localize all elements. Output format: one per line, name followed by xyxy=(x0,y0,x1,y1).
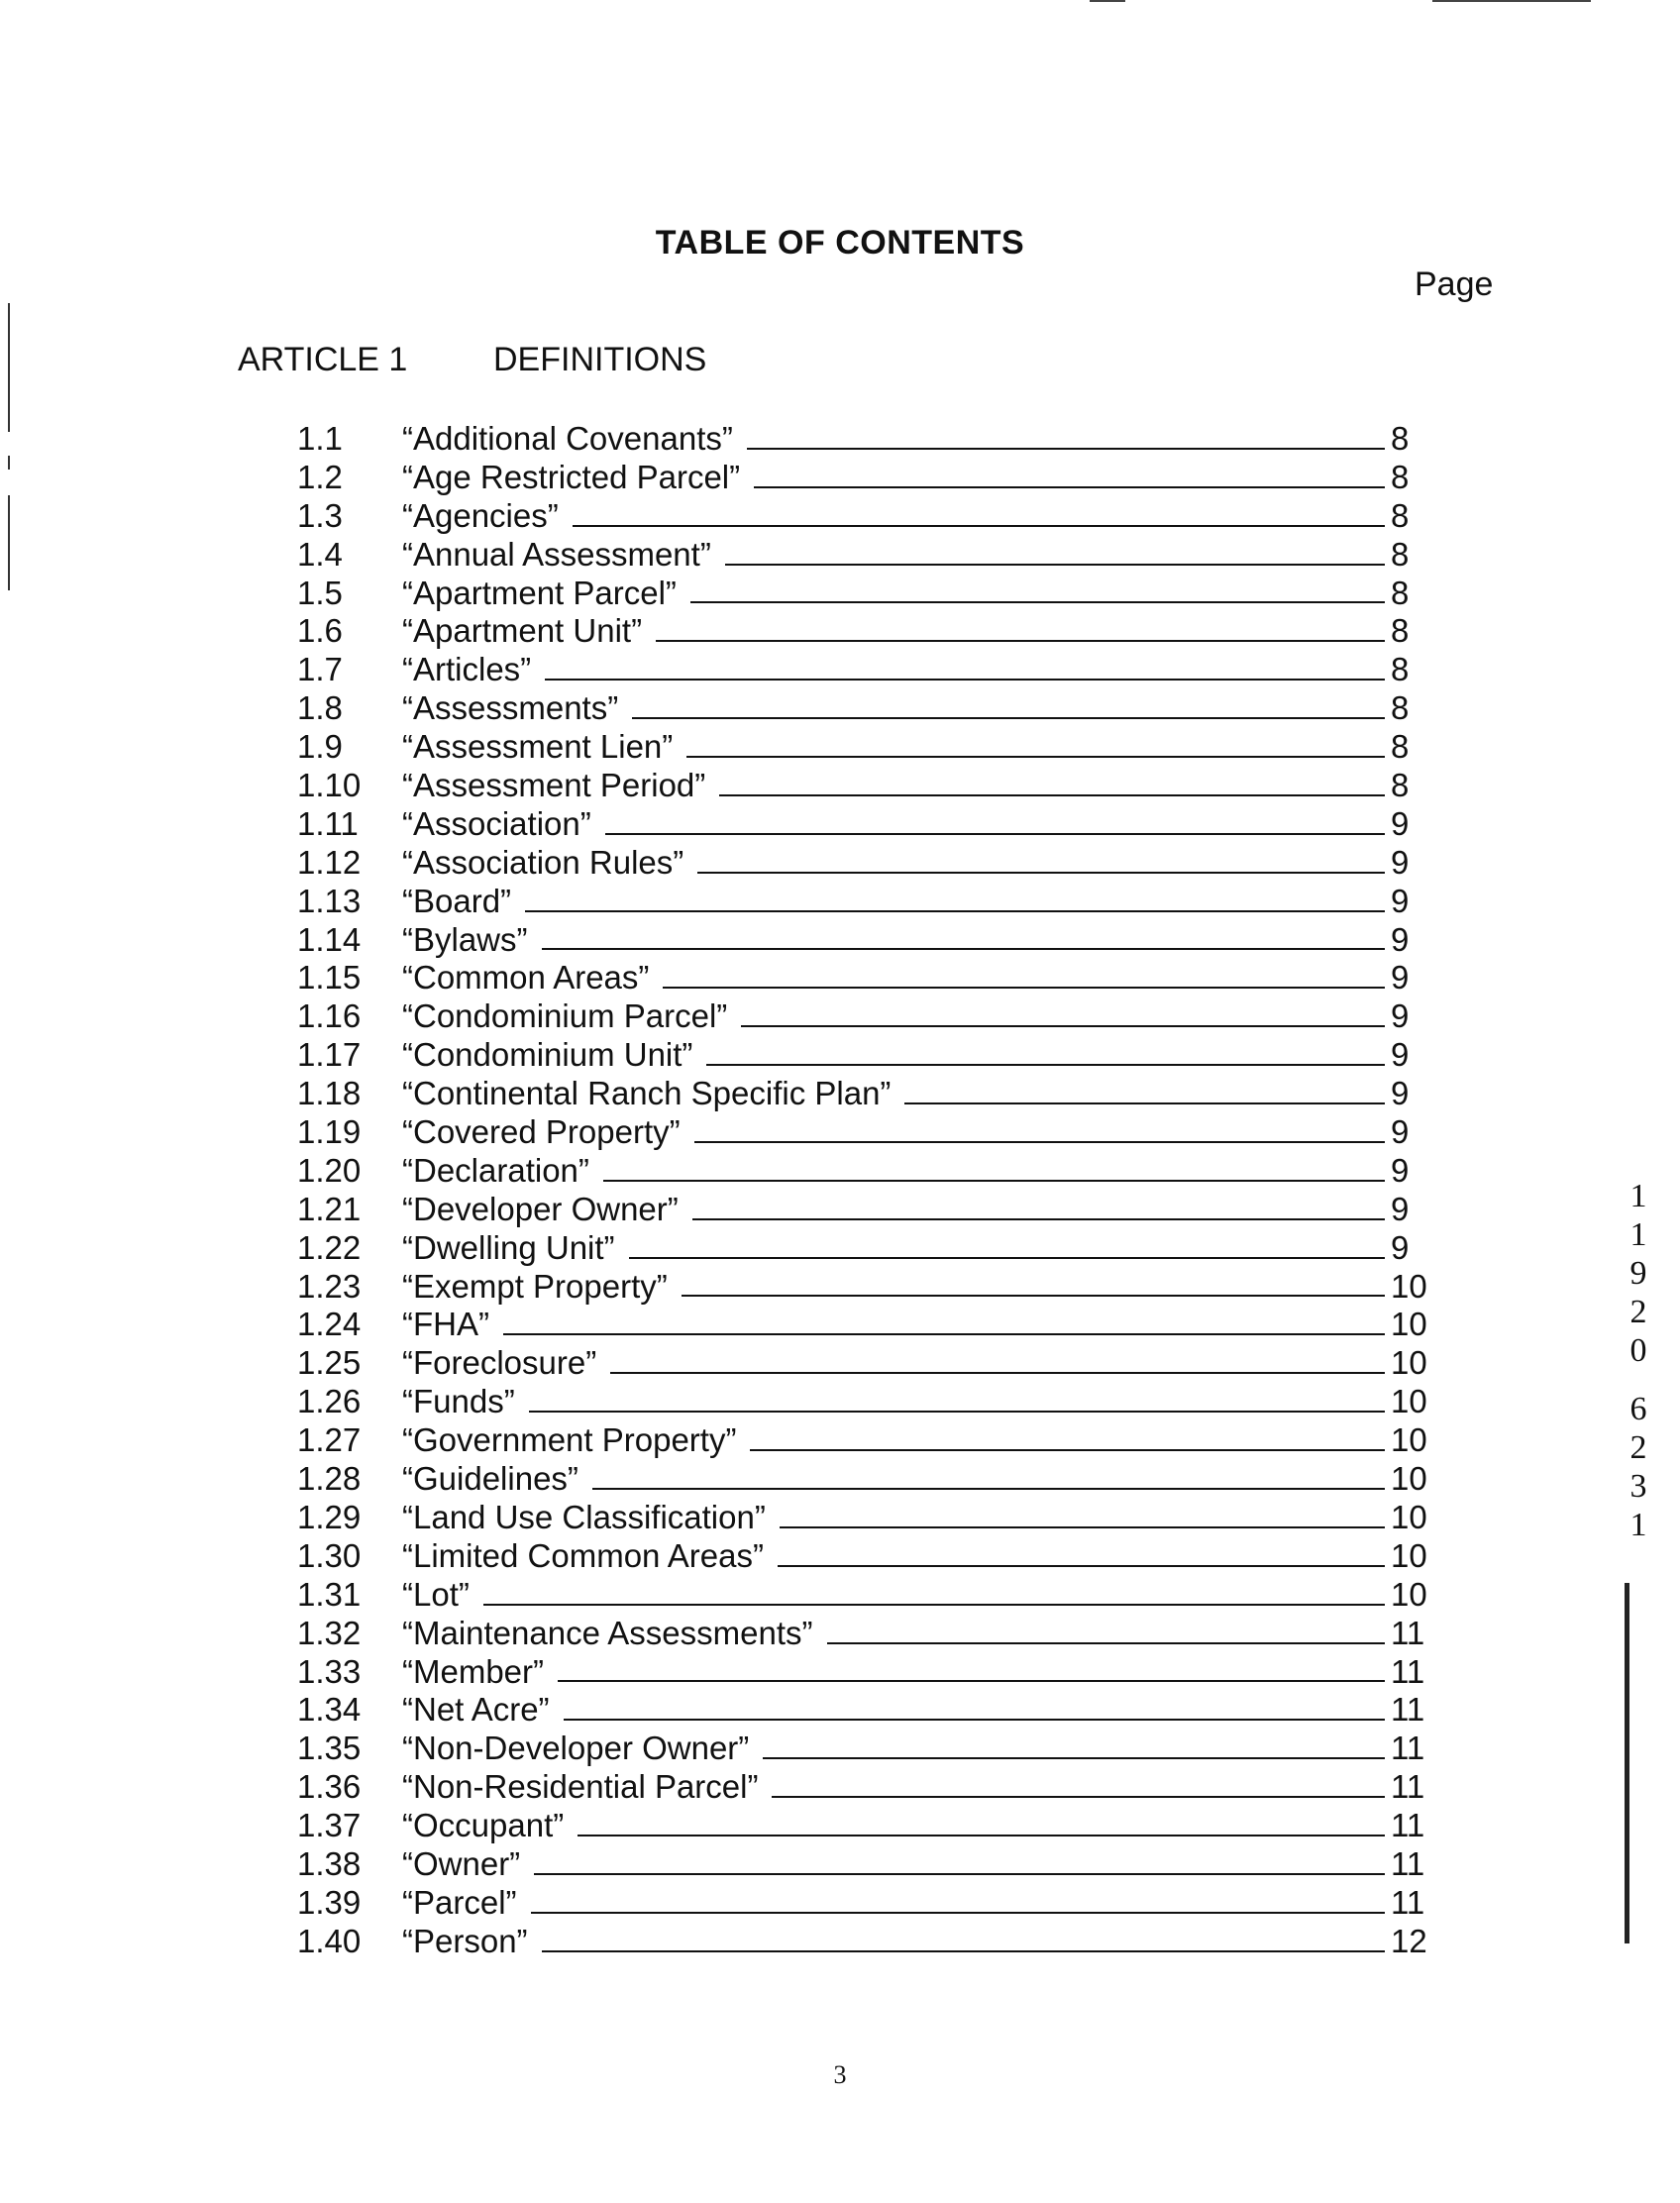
toc-row xyxy=(297,1499,1436,1537)
toc-row xyxy=(297,767,1436,805)
stamp-gap xyxy=(1621,1370,1656,1390)
toc-entry-page: 9 xyxy=(1391,843,1410,881)
stamp-digit: 1 xyxy=(1629,1507,1647,1543)
toc-leader-line xyxy=(763,1756,1385,1759)
toc-leader-line xyxy=(663,986,1385,989)
toc-leader-line xyxy=(719,793,1385,796)
toc-row xyxy=(297,651,1436,689)
toc-row xyxy=(297,1344,1436,1383)
toc-entry-page: 11 xyxy=(1391,1614,1425,1651)
toc-entry-title: “Continental Ranch Specific Plan” xyxy=(402,1075,892,1112)
toc-entry-page: 10 xyxy=(1391,1344,1427,1382)
toc-entry-title: “Funds” xyxy=(402,1383,515,1420)
toc-entry-number: 1.20 xyxy=(297,1151,362,1189)
toc-leader-line xyxy=(573,524,1385,527)
toc-entry-number: 1.2 xyxy=(297,458,343,495)
toc-entry-number: 1.23 xyxy=(297,1267,362,1305)
toc-entry-page: 8 xyxy=(1391,651,1410,688)
stamp-digit: 2 xyxy=(1629,1429,1647,1466)
toc-row xyxy=(297,1615,1436,1653)
toc-entry-title: “Foreclosure” xyxy=(402,1344,597,1382)
toc-row xyxy=(297,575,1436,613)
toc-row xyxy=(297,921,1436,960)
toc-row xyxy=(297,959,1436,997)
toc-entry-page: 8 xyxy=(1391,767,1410,804)
toc-entry-title: “Land Use Classification” xyxy=(402,1498,766,1535)
toc-entry-page: 10 xyxy=(1391,1536,1427,1574)
toc-leader-line xyxy=(694,1140,1385,1143)
toc-entry-number: 1.13 xyxy=(297,882,362,919)
toc-entry-title: “Condominium Parcel” xyxy=(402,997,728,1035)
toc-entry-title: “Limited Common Areas” xyxy=(402,1536,764,1574)
toc-entry-title: “Assessment Period” xyxy=(402,767,706,804)
toc-leader-line xyxy=(545,678,1385,681)
recording-number-stamp xyxy=(1621,1177,1656,1544)
toc-entry-number: 1.14 xyxy=(297,920,362,958)
toc-leader-line xyxy=(697,871,1385,874)
toc-entry-number: 1.34 xyxy=(297,1691,362,1729)
toc-entry-page: 11 xyxy=(1391,1691,1425,1729)
toc-entry-page: 10 xyxy=(1391,1421,1427,1459)
toc-entry-number: 1.10 xyxy=(297,767,362,804)
toc-entry-page: 9 xyxy=(1391,1228,1410,1266)
toc-row xyxy=(297,1421,1436,1460)
margin-bar xyxy=(1625,1583,1629,1943)
toc-entry-number: 1.35 xyxy=(297,1730,362,1767)
article-title: DEFINITIONS xyxy=(493,341,707,378)
toc-entry-page: 8 xyxy=(1391,535,1410,573)
toc-entry-title: “Apartment Unit” xyxy=(402,612,643,650)
stamp-digit: 9 xyxy=(1629,1255,1647,1292)
scan-mark-top-right xyxy=(1432,0,1591,2)
toc-entry-number: 1.33 xyxy=(297,1652,362,1690)
toc-entry-number: 1.9 xyxy=(297,728,343,766)
toc-entry-title: “Association Rules” xyxy=(402,843,684,881)
toc-leader-line xyxy=(542,947,1385,950)
toc-entry-title: “Apartment Parcel” xyxy=(402,574,677,611)
toc-entry-number: 1.19 xyxy=(297,1113,362,1151)
toc-row xyxy=(297,1768,1436,1807)
toc-row xyxy=(297,689,1436,728)
toc-entry-number: 1.27 xyxy=(297,1421,362,1459)
toc-row xyxy=(297,805,1436,844)
toc-entry-title: “Owner” xyxy=(402,1844,521,1882)
toc-entry-page: 9 xyxy=(1391,882,1410,919)
toc-entry-page: 12 xyxy=(1391,1922,1427,1959)
scan-margin-rule xyxy=(8,456,10,470)
toc-leader-line xyxy=(754,485,1385,488)
toc-leader-line xyxy=(692,1217,1385,1220)
toc-entry-title: “Annual Assessment” xyxy=(402,535,711,573)
toc-entry-page: 9 xyxy=(1391,1113,1410,1151)
toc-entry-number: 1.7 xyxy=(297,651,343,688)
toc-entry-page: 9 xyxy=(1391,1075,1410,1112)
toc-entry-number: 1.30 xyxy=(297,1536,362,1574)
toc-entry-title: “Board” xyxy=(402,882,512,919)
toc-entry-title: “Declaration” xyxy=(402,1151,589,1189)
toc-row xyxy=(297,1923,1436,1961)
toc-leader-line xyxy=(483,1603,1385,1606)
toc-leader-line xyxy=(592,1487,1385,1490)
toc-entry-title: “Condominium Unit” xyxy=(402,1036,693,1074)
toc-entry-title: “Assessment Lien” xyxy=(402,728,674,766)
toc-entry-title: “Covered Property” xyxy=(402,1113,681,1151)
toc-row xyxy=(297,997,1436,1036)
toc-entry-number: 1.31 xyxy=(297,1575,362,1613)
toc-leader-line xyxy=(632,716,1385,719)
toc-entry-title: “Guidelines” xyxy=(402,1460,578,1498)
toc-row xyxy=(297,459,1436,497)
toc-entry-page: 8 xyxy=(1391,574,1410,611)
toc-entry-page: 11 xyxy=(1391,1807,1425,1844)
toc-entry-number: 1.37 xyxy=(297,1807,362,1844)
toc-entry-page: 10 xyxy=(1391,1498,1427,1535)
toc-entry-title: “Age Restricted Parcel” xyxy=(402,458,741,495)
toc-entry-page: 11 xyxy=(1391,1652,1425,1690)
toc-leader-line xyxy=(558,1679,1385,1682)
toc-row xyxy=(297,420,1436,459)
toc-entry-page: 11 xyxy=(1391,1844,1425,1882)
toc-entry-title: “Bylaws” xyxy=(402,920,528,958)
toc-entry-page: 9 xyxy=(1391,804,1410,842)
toc-leader-line xyxy=(750,1448,1385,1451)
toc-row xyxy=(297,1576,1436,1615)
stamp-digit: 0 xyxy=(1629,1332,1647,1369)
toc-entry-number: 1.1 xyxy=(297,420,343,457)
toc-row xyxy=(297,1807,1436,1845)
toc-leader-line xyxy=(629,1256,1385,1259)
toc-leader-line xyxy=(725,563,1385,566)
toc-row xyxy=(297,1306,1436,1344)
toc-leader-line xyxy=(778,1564,1385,1567)
toc-entry-page: 9 xyxy=(1391,997,1410,1035)
toc-entry-page: 8 xyxy=(1391,420,1410,457)
stamp-digit: 1 xyxy=(1629,1178,1647,1214)
toc-row xyxy=(297,1460,1436,1499)
toc-entry-title: “Parcel” xyxy=(402,1883,517,1921)
toc-leader-line xyxy=(605,832,1385,835)
toc-entry-title: “Agencies” xyxy=(402,496,559,534)
toc-leader-line xyxy=(682,1294,1385,1297)
toc-entry-number: 1.21 xyxy=(297,1190,362,1227)
toc-entry-number: 1.17 xyxy=(297,1036,362,1074)
toc-entry-page: 9 xyxy=(1391,959,1410,997)
toc-entry-number: 1.22 xyxy=(297,1228,362,1266)
toc-row xyxy=(297,1113,1436,1152)
toc-entry-number: 1.39 xyxy=(297,1883,362,1921)
toc-leader-line xyxy=(525,909,1385,912)
toc-entry-number: 1.29 xyxy=(297,1498,362,1535)
toc-entry-title: “Person” xyxy=(402,1922,528,1959)
toc-leader-line xyxy=(706,1063,1385,1066)
toc-row xyxy=(297,728,1436,767)
toc-leader-line xyxy=(503,1332,1385,1335)
toc-row xyxy=(297,1152,1436,1191)
toc-entry-title: “Exempt Property” xyxy=(402,1267,668,1305)
article-number: ARTICLE 1 xyxy=(238,341,408,378)
toc-entry-number: 1.28 xyxy=(297,1460,362,1498)
toc-entry-number: 1.3 xyxy=(297,496,343,534)
toc-entry-number: 1.38 xyxy=(297,1844,362,1882)
stamp-digit: 6 xyxy=(1629,1391,1647,1427)
toc-entry-page: 8 xyxy=(1391,612,1410,650)
toc-leader-line xyxy=(564,1718,1385,1721)
toc-entry-page: 9 xyxy=(1391,1151,1410,1189)
toc-entry-number: 1.6 xyxy=(297,612,343,650)
toc-entry-title: “Assessments” xyxy=(402,689,619,727)
toc-leader-line xyxy=(904,1102,1385,1104)
toc-entry-number: 1.4 xyxy=(297,535,343,573)
toc-entry-page: 11 xyxy=(1391,1768,1425,1806)
toc-row xyxy=(297,844,1436,883)
toc-leader-line xyxy=(578,1834,1385,1836)
toc-entry-number: 1.40 xyxy=(297,1922,362,1959)
toc-entry-page: 9 xyxy=(1391,1190,1410,1227)
toc-row xyxy=(297,1845,1436,1884)
toc-entry-title: “Association” xyxy=(402,804,591,842)
toc-leader-line xyxy=(780,1525,1385,1528)
toc-row xyxy=(297,883,1436,921)
toc-entry-title: “Dwelling Unit” xyxy=(402,1228,615,1266)
toc-entry-number: 1.24 xyxy=(297,1306,362,1343)
toc-entry-page: 8 xyxy=(1391,496,1410,534)
toc-entry-page: 8 xyxy=(1391,728,1410,766)
toc-entry-title: “Additional Covenants” xyxy=(402,420,733,457)
toc-row xyxy=(297,1229,1436,1268)
toc-entry-number: 1.15 xyxy=(297,959,362,997)
footer-page-number: 3 xyxy=(833,2060,847,2089)
toc-entry-number: 1.16 xyxy=(297,997,362,1035)
toc-row xyxy=(297,1075,1436,1113)
toc-entry-number: 1.5 xyxy=(297,574,343,611)
stamp-digit: 3 xyxy=(1629,1468,1647,1505)
toc-entry-page: 10 xyxy=(1391,1306,1427,1343)
toc-leader-line xyxy=(610,1371,1385,1374)
toc-entry-page: 8 xyxy=(1391,689,1410,727)
toc-entry-title: “Developer Owner” xyxy=(402,1190,679,1227)
toc-leader-line xyxy=(542,1949,1385,1952)
toc-row xyxy=(297,536,1436,575)
toc-row xyxy=(297,1653,1436,1692)
toc-leader-line xyxy=(827,1641,1385,1644)
toc-leader-line xyxy=(772,1795,1385,1798)
toc-leader-line xyxy=(529,1410,1385,1413)
toc-row xyxy=(297,1383,1436,1421)
toc-row xyxy=(297,1537,1436,1576)
toc-entry-page: 9 xyxy=(1391,1036,1410,1074)
toc-leader-line xyxy=(690,600,1385,603)
toc-entry-number: 1.25 xyxy=(297,1344,362,1382)
scan-margin-rule xyxy=(8,495,10,590)
stamp-digit: 1 xyxy=(1629,1216,1647,1253)
toc-entry-title: “Occupant” xyxy=(402,1807,565,1844)
page-column-label: Page xyxy=(1415,265,1494,303)
toc-entry-number: 1.36 xyxy=(297,1768,362,1806)
stamp-digit: 2 xyxy=(1629,1294,1647,1330)
toc-entry-title: “Non-Residential Parcel” xyxy=(402,1768,759,1806)
toc-row xyxy=(297,612,1436,651)
scan-mark-top xyxy=(1090,0,1125,2)
toc-entry-title: “Common Areas” xyxy=(402,959,650,997)
toc-entry-title: “Maintenance Assessments” xyxy=(402,1614,813,1651)
toc-entry-number: 1.18 xyxy=(297,1075,362,1112)
toc-row xyxy=(297,1691,1436,1730)
toc-entry-page: 10 xyxy=(1391,1267,1427,1305)
scan-margin-rule xyxy=(8,303,10,432)
toc-leader-line xyxy=(656,639,1385,642)
toc-list xyxy=(297,420,1436,1961)
toc-row xyxy=(297,1730,1436,1768)
toc-leader-line xyxy=(603,1179,1385,1182)
toc-entry-title: “FHA” xyxy=(402,1306,489,1343)
toc-entry-title: “Member” xyxy=(402,1652,545,1690)
toc-row xyxy=(297,497,1436,536)
toc-row xyxy=(297,1036,1436,1075)
toc-entry-page: 10 xyxy=(1391,1575,1427,1613)
toc-leader-line xyxy=(531,1911,1385,1914)
toc-entry-page: 9 xyxy=(1391,920,1410,958)
toc-leader-line xyxy=(686,755,1385,758)
toc-entry-title: “Articles” xyxy=(402,651,532,688)
toc-entry-number: 1.8 xyxy=(297,689,343,727)
toc-leader-line xyxy=(534,1872,1385,1875)
toc-entry-title: “Lot” xyxy=(402,1575,470,1613)
toc-row xyxy=(297,1268,1436,1307)
toc-row xyxy=(297,1884,1436,1923)
toc-entry-title: “Net Acre” xyxy=(402,1691,550,1729)
toc-leader-line xyxy=(747,447,1385,450)
toc-entry-number: 1.32 xyxy=(297,1614,362,1651)
toc-entry-number: 1.26 xyxy=(297,1383,362,1420)
toc-entry-title: “Non-Developer Owner” xyxy=(402,1730,750,1767)
toc-entry-page: 10 xyxy=(1391,1460,1427,1498)
page-title: TABLE OF CONTENTS xyxy=(655,224,1025,262)
toc-entry-page: 11 xyxy=(1391,1730,1425,1767)
toc-leader-line xyxy=(741,1024,1385,1027)
toc-entry-page: 8 xyxy=(1391,458,1410,495)
toc-entry-number: 1.12 xyxy=(297,843,362,881)
toc-row xyxy=(297,1191,1436,1229)
toc-entry-page: 11 xyxy=(1391,1883,1425,1921)
toc-entry-page: 10 xyxy=(1391,1383,1427,1420)
toc-entry-title: “Government Property” xyxy=(402,1421,737,1459)
toc-entry-number: 1.11 xyxy=(297,804,359,842)
